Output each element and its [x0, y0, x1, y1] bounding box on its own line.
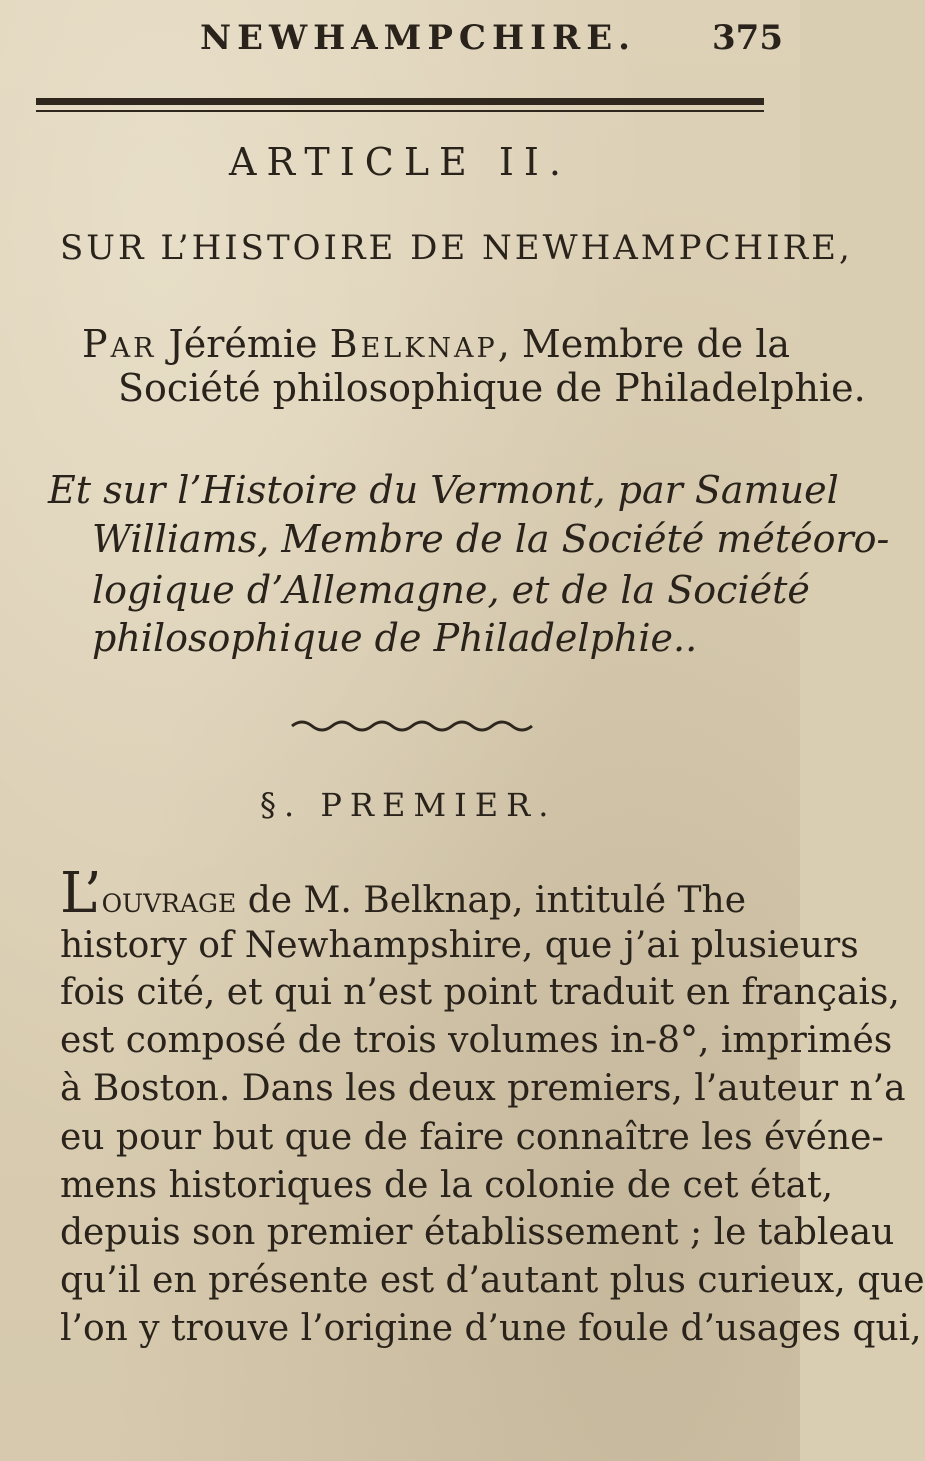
byline-rest: , Membre de la	[497, 322, 791, 366]
running-header: NEWHAMPCHIRE.	[200, 18, 636, 58]
byline-line-2: Société philosophique de Philadelphie.	[118, 366, 866, 410]
article-subtitle: SUR L’HISTOIRE DE NEWHAMPCHIRE,	[60, 228, 853, 268]
paragraph-line-6: eu pour but que de faire connaître les événe-	[60, 1117, 884, 1158]
second-work-line-1: Et sur l’Histoire du Vermont, par Samuel	[48, 468, 839, 512]
header-rule-thick	[36, 98, 764, 105]
paragraph-first-word: ouvrage	[101, 880, 237, 921]
second-work-line-2: Williams, Membre de la Société météoro-	[92, 517, 890, 561]
divider-ornament	[290, 718, 540, 734]
byline-firstname: Jérémie	[168, 322, 318, 366]
paragraph-line-1	[60, 861, 747, 926]
paragraph-line-4: est composé de trois volumes in-8°, imprimés	[60, 1020, 893, 1061]
second-work-line-3: logique d’Allemagne, et de la Société	[92, 568, 810, 612]
paragraph-line-8: depuis son premier établissement ; le tableau	[60, 1212, 895, 1253]
paragraph-line-5: à Boston. Dans les deux premiers, l’auteur n’a	[60, 1068, 906, 1109]
paragraph-line-3: fois cité, et qui n’est point traduit en français,	[60, 972, 900, 1013]
article-heading: ARTICLE II.	[229, 140, 571, 184]
paragraph-line-7: mens historiques de la colonie de cet état,	[60, 1165, 834, 1206]
paragraph-line-9: qu’il en présente est d’autant plus curieux, que	[60, 1260, 925, 1301]
page-number: 375	[712, 18, 783, 58]
paragraph-line-1-rest: de M. Belknap, intitulé The	[236, 880, 747, 921]
paragraph-line-10: l’on y trouve l’origine d’une foule d’usages qui,	[60, 1308, 922, 1349]
second-work-line-4: philosophique de Philadelphie..	[92, 616, 698, 660]
drop-cap: L’	[60, 861, 102, 926]
byline-par: Par	[82, 322, 157, 366]
header-rule-thin	[36, 110, 764, 112]
paragraph-line-2: history of Newhampshire, que j’ai plusieurs	[60, 925, 859, 966]
byline-line-1	[82, 322, 790, 366]
byline-surname: Belknap	[329, 322, 498, 366]
section-heading: §. PREMIER.	[260, 786, 557, 824]
